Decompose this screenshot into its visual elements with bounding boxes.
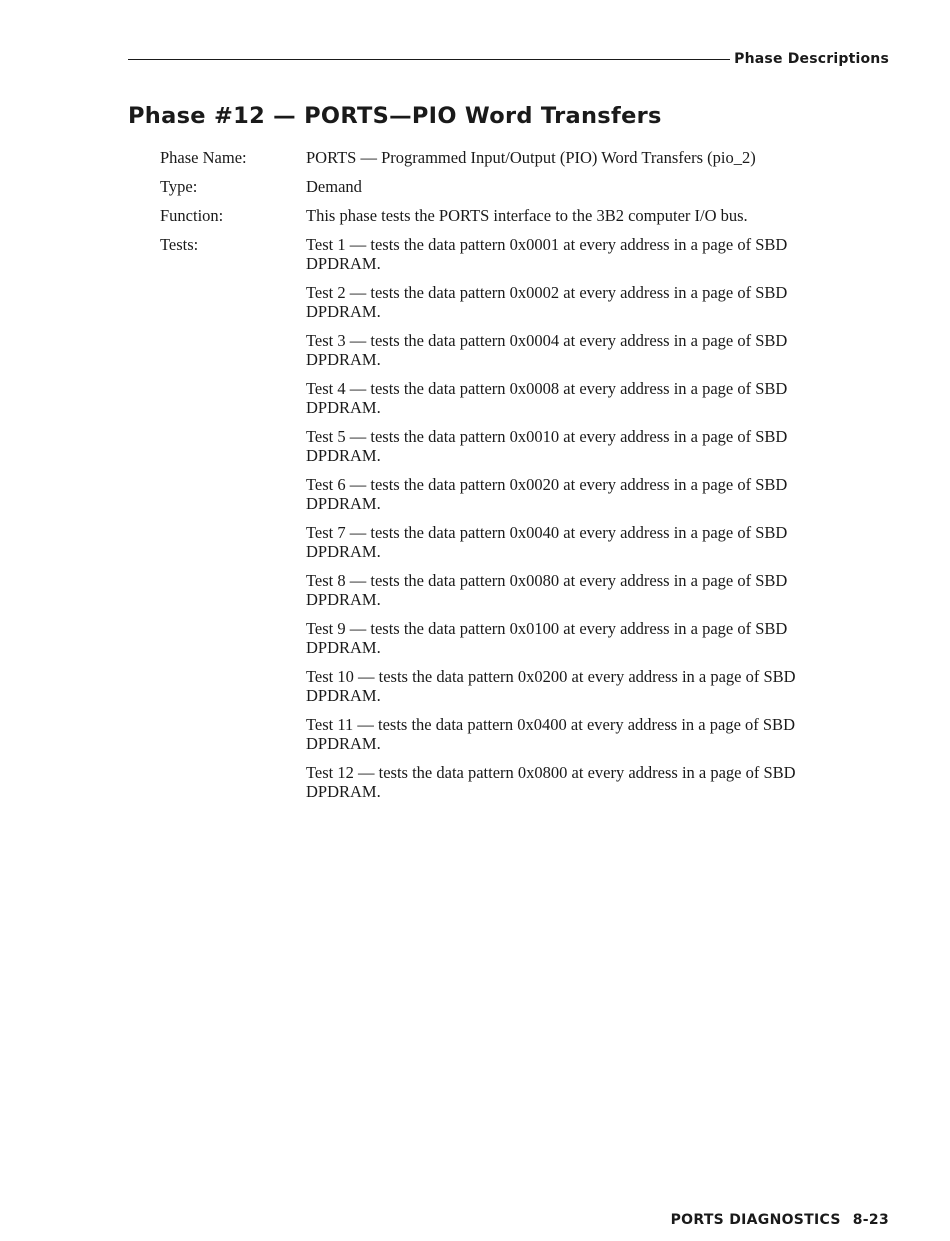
test-item: Test 10 — tests the data pattern 0x0200 at every address in a page of SBD DPDRAM.: [306, 667, 796, 705]
test-item: Test 11 — tests the data pattern 0x0400 at every address in a page of SBD DPDRAM.: [306, 715, 795, 753]
test-item: Test 3 — tests the data pattern 0x0004 at every address in a page of SBD DPDRAM.: [306, 331, 788, 369]
test-item: Test 6 — tests the data pattern 0x0020 at every address in a page of SBD DPDRAM.: [306, 475, 788, 513]
tests-row: [160, 235, 860, 811]
function-row: [160, 206, 860, 225]
phase-name-label: Phase Name:: [160, 148, 247, 167]
running-head: Phase Descriptions: [734, 51, 889, 67]
type-value: Demand: [306, 177, 362, 196]
page-number: 8-23: [852, 1212, 889, 1228]
test-item: Test 12 — tests the data pattern 0x0800 at every address in a page of SBD DPDRAM.: [306, 763, 796, 801]
phase-name-value: PORTS — Programmed Input/Output (PIO) Word Transfers (pio_2): [306, 148, 756, 167]
footer-section: PORTS DIAGNOSTICS: [670, 1212, 841, 1228]
page-footer: [671, 1212, 889, 1228]
phase-field-list: [160, 148, 860, 821]
type-label: Type:: [160, 177, 198, 196]
tests-label: Tests:: [160, 235, 199, 254]
test-item: Test 8 — tests the data pattern 0x0080 at every address in a page of SBD DPDRAM.: [306, 571, 788, 609]
test-item: Test 1 — tests the data pattern 0x0001 at every address in a page of SBD DPDRAM.: [306, 235, 788, 273]
test-list: [306, 235, 860, 801]
function-label: Function:: [160, 206, 224, 225]
phase-name-row: [160, 148, 860, 167]
test-item: Test 5 — tests the data pattern 0x0010 at every address in a page of SBD DPDRAM.: [306, 427, 788, 465]
test-item: Test 9 — tests the data pattern 0x0100 at every address in a page of SBD DPDRAM.: [306, 619, 788, 657]
page-title: Phase #12 — PORTS—PIO Word Transfers: [128, 103, 662, 129]
test-item: Test 7 — tests the data pattern 0x0040 at every address in a page of SBD DPDRAM.: [306, 523, 788, 561]
test-item: Test 4 — tests the data pattern 0x0008 at every address in a page of SBD DPDRAM.: [306, 379, 788, 417]
tests-value: [306, 235, 860, 811]
type-row: [160, 177, 860, 196]
function-value: This phase tests the PORTS interface to the 3B2 computer I/O bus.: [306, 206, 748, 225]
header-rule: [128, 59, 730, 60]
test-item: Test 2 — tests the data pattern 0x0002 at every address in a page of SBD DPDRAM.: [306, 283, 788, 321]
